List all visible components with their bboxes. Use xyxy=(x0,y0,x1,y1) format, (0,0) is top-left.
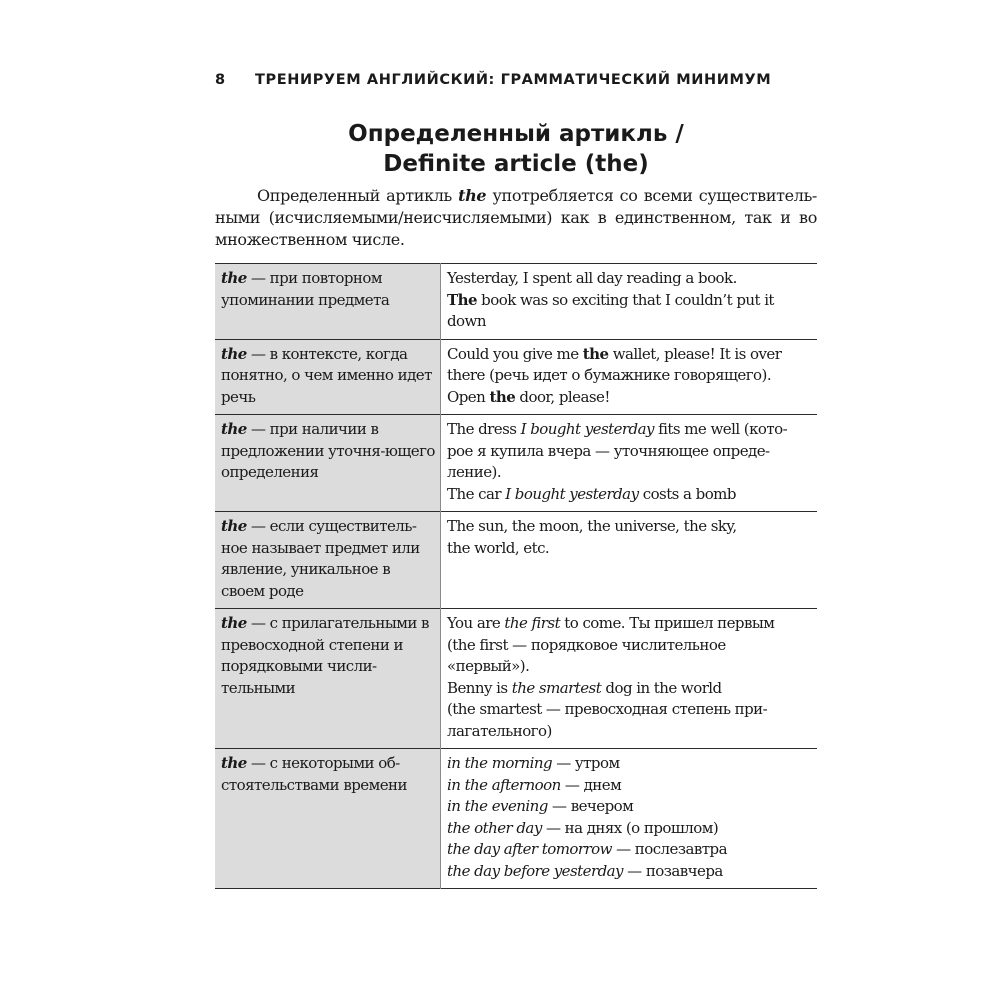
example-segment: — на днях (о прошлом) xyxy=(541,818,719,837)
rule-text: — в контексте, когда понятно, о чем именно идет речь xyxy=(221,344,432,406)
rule-term: the xyxy=(221,517,247,535)
rule-cell xyxy=(215,749,441,889)
example-segment: in the afternoon xyxy=(447,775,561,794)
intro-after: употребляется со всеми существитель-ными (исчисляемыми/неисчисляемыми) как в единственном, так и во множественном числе. xyxy=(215,186,817,249)
table-row xyxy=(215,339,817,415)
example-line xyxy=(447,721,812,743)
example-line xyxy=(447,613,812,635)
example-segment: ление). xyxy=(447,463,502,481)
rule-term: the xyxy=(221,420,247,438)
rule-cell xyxy=(215,264,441,340)
example-segment: Open xyxy=(447,387,490,406)
rule-text: — если существитель-ное называет предмет или явление, уникальное в своем роде xyxy=(221,517,420,600)
example-segment: the day before yesterday xyxy=(447,861,623,880)
example-line xyxy=(447,861,812,883)
example-segment: the world, etc. xyxy=(447,538,550,557)
running-title: ТРЕНИРУЕМ АНГЛИЙСКИЙ: ГРАММАТИЧЕСКИЙ МИНИМУМ xyxy=(255,72,772,88)
example-segment: in the morning xyxy=(447,754,553,772)
example-segment: — вечером xyxy=(547,797,634,815)
example-segment: The xyxy=(447,290,477,309)
usage-table xyxy=(215,263,817,889)
rule-text: — с прилагательными в превосходной степени и порядковыми числи-тельными xyxy=(221,614,429,697)
intro-term: the xyxy=(458,186,487,205)
example-line xyxy=(447,538,812,560)
page-number: 8 xyxy=(215,72,226,88)
example-cell xyxy=(441,512,818,609)
intro-paragraph xyxy=(215,185,817,251)
example-segment: (the first — порядковое числительное xyxy=(447,635,726,654)
example-segment: dog in the world xyxy=(601,678,722,697)
example-line xyxy=(447,516,812,538)
example-segment: in the evening xyxy=(447,797,548,815)
example-segment: I bought yesterday xyxy=(520,420,654,438)
rule-cell xyxy=(215,339,441,415)
example-line xyxy=(447,796,812,818)
example-line xyxy=(447,462,812,484)
example-segment: door, please! xyxy=(515,387,610,406)
example-segment: the day after tomorrow xyxy=(447,840,612,858)
example-line xyxy=(447,753,812,775)
rule-term: the xyxy=(221,614,247,632)
intro-before: Определенный артикль xyxy=(257,186,459,205)
table-row xyxy=(215,415,817,512)
example-segment: Could you give me xyxy=(447,344,583,363)
example-segment: to come. Ты пришел первым xyxy=(560,614,775,632)
example-line xyxy=(447,775,812,797)
example-line xyxy=(447,344,812,366)
section-title-line-1: Определенный артикль / xyxy=(348,121,684,147)
example-cell xyxy=(441,749,818,889)
table-row xyxy=(215,749,817,889)
rule-cell xyxy=(215,512,441,609)
example-segment: You are xyxy=(447,614,505,632)
example-segment: рое я купила вчера — уточняющее опреде- xyxy=(447,441,770,460)
running-head xyxy=(215,72,815,88)
example-cell xyxy=(441,609,818,749)
example-line xyxy=(447,387,812,409)
example-segment: fits me well (кото- xyxy=(653,420,788,438)
example-segment: The car xyxy=(447,484,506,503)
example-segment: I bought yesterday xyxy=(505,484,639,503)
example-segment: — послезавтра xyxy=(611,840,727,858)
example-segment: — позавчера xyxy=(622,861,723,880)
example-segment: there (речь идет о бумажнике говорящего). xyxy=(447,366,772,384)
example-line xyxy=(447,441,812,463)
example-segment: Benny is xyxy=(447,678,512,697)
rule-term: the xyxy=(221,754,247,772)
example-line xyxy=(447,818,812,840)
rule-term: the xyxy=(221,269,247,287)
example-segment: (the smartest — превосходная степень при- xyxy=(447,700,768,718)
example-line xyxy=(447,699,812,721)
example-segment: «первый»). xyxy=(447,657,530,675)
example-segment: — утром xyxy=(552,754,620,772)
rule-cell xyxy=(215,415,441,512)
example-line xyxy=(447,311,812,333)
example-cell xyxy=(441,339,818,415)
table-row xyxy=(215,264,817,340)
example-segment: the first xyxy=(504,614,561,632)
rule-text: — при повторном упоминании предмета xyxy=(221,269,390,309)
section-title xyxy=(215,119,817,179)
table-row xyxy=(215,609,817,749)
example-line xyxy=(447,656,812,678)
example-segment: — днем xyxy=(560,775,622,794)
example-segment: The sun, the moon, the universe, the sky, xyxy=(447,517,737,535)
example-cell xyxy=(441,415,818,512)
example-line xyxy=(447,484,812,506)
example-segment: The dress xyxy=(447,420,521,438)
example-line xyxy=(447,365,812,387)
rule-text: — с некоторыми об-стоятельствами времени xyxy=(221,754,407,794)
example-cell xyxy=(441,264,818,340)
example-segment: book was so exciting that I couldn’t put it xyxy=(476,290,774,309)
example-segment: the other day xyxy=(447,818,542,837)
example-line xyxy=(447,635,812,657)
table-row xyxy=(215,512,817,609)
rule-term: the xyxy=(221,344,247,363)
example-segment: down xyxy=(447,312,486,330)
rule-text: — при наличии в предложении уточня-ющего определения xyxy=(221,420,435,481)
example-segment: the xyxy=(582,344,609,363)
rule-cell xyxy=(215,609,441,749)
example-segment: the smartest xyxy=(511,678,602,697)
example-line xyxy=(447,268,812,290)
example-segment: лагательного) xyxy=(447,721,552,740)
example-segment: the xyxy=(489,387,516,406)
example-line xyxy=(447,290,812,312)
example-segment: Yesterday, I spent all day reading a book. xyxy=(447,269,737,287)
example-segment: costs a bomb xyxy=(638,484,736,503)
section-title-line-2: Definite article (the) xyxy=(383,151,649,177)
example-line xyxy=(447,678,812,700)
example-segment: wallet, please! It is over xyxy=(608,344,782,363)
example-line xyxy=(447,419,812,441)
example-line xyxy=(447,839,812,861)
